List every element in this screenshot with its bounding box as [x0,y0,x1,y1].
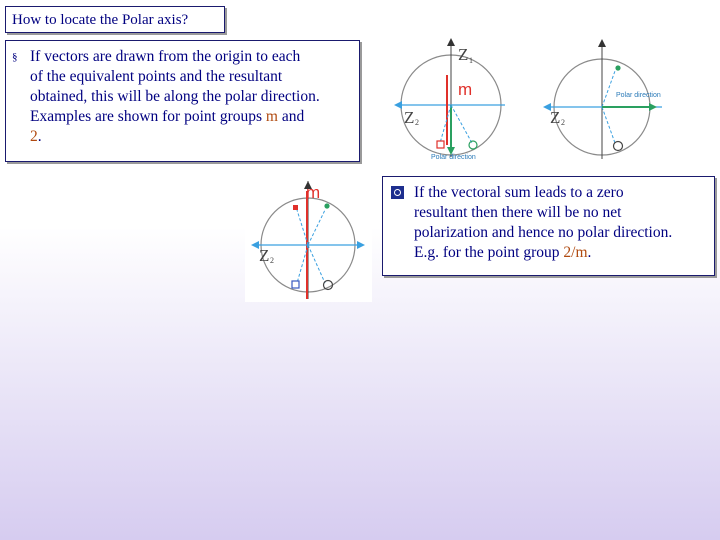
open-circle-marker [614,142,623,151]
open-circle-marker [469,141,477,149]
box1-line-1: If vectors are drawn from the origin to each [30,48,301,65]
polar-direction-explanation [5,40,360,162]
section-bullet-icon: § [12,51,18,63]
svg-text:Polar direction: Polar direction [431,154,476,161]
box1-line-3: obtained, this will be along the polar direction. [30,88,320,105]
checkbox-bullet-icon [391,186,404,199]
filled-point-marker [324,203,329,208]
box2-line-4: E.g. for the point group 2/m. [414,244,592,261]
point-group-2-m: 2/m [563,244,588,261]
open-square-marker [292,281,299,288]
stereogram-point-group-2 [535,35,670,163]
svg-text:1: 1 [469,56,473,65]
svg-text:Z: Z [550,108,561,127]
box1-line-5: 2. [30,128,42,145]
filled-square-marker [293,205,298,210]
svg-text:Z: Z [259,246,270,265]
stereogram-point-group-m [387,35,515,163]
svg-text:Z: Z [404,108,415,127]
svg-text:m: m [458,80,473,99]
zero-resultant-explanation [382,176,715,276]
svg-text:2: 2 [415,118,419,127]
box1-line-4: Examples are shown for point groups m and [30,108,305,125]
box2-line-1: If the vectoral sum leads to a zero [414,184,624,201]
svg-text:Z: Z [458,45,469,64]
svg-text:m: m [306,183,321,202]
box1-line-2: of the equivalent points and the resultant [30,68,283,85]
stereogram-point-group-2-m [245,177,372,302]
slide-title: How to locate the Polar axis? [5,6,225,33]
svg-text:Polar direction: Polar direction [616,92,661,99]
svg-text:2: 2 [270,256,274,265]
box2-line-2: resultant then there will be no net [414,204,622,221]
open-square-marker [437,141,444,148]
svg-text:2: 2 [561,118,565,127]
filled-point-marker [615,65,620,70]
point-group-2: 2 [30,128,38,145]
point-group-m: m [265,108,278,125]
box2-line-3: polarization and hence no polar direction. [414,224,673,241]
